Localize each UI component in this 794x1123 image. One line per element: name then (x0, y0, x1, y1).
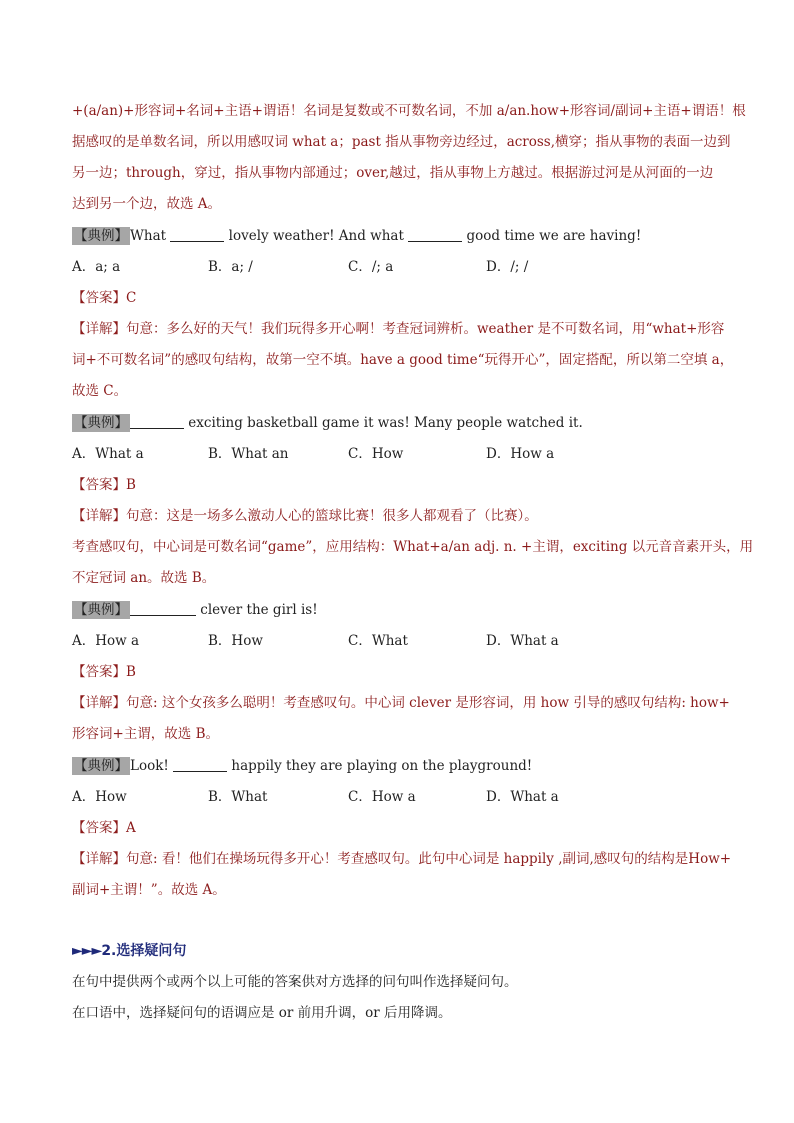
q4-option-b: B．What (208, 789, 268, 805)
intro-line-3: 另一边；through，穿过，指从事物内部通过；over,越过，指从事物上方越过。根据游过河是从河面的一边 (72, 165, 714, 181)
section-paragraph-2: 在口语中，选择疑问句的语调应是 or 前用升调，or 后用降调。 (72, 1005, 452, 1021)
q3-option-c: C．What (348, 633, 408, 649)
q1-detail-3: 故选 C。 (72, 383, 128, 399)
q4-answer-value: A (126, 820, 136, 836)
q2-answer (72, 475, 136, 495)
q3-answer (72, 662, 136, 682)
detail-label: 【详解】 (72, 695, 126, 711)
section-paragraph-1: 在句中提供两个或两个以上可能的答案供对方选择的问句叫作选择疑问句。 (72, 974, 518, 990)
triangle-arrow-icon: ►►► (72, 943, 102, 959)
intro-line-1: +(a/an)+形容词+名词+主语+谓语！名词是复数或不可数名词，不加 a/an.how+形容词/副词+主语+谓语！根 (72, 103, 746, 119)
q2-option-b: B．What an (208, 446, 289, 462)
q2-option-d: D．How a (486, 446, 555, 462)
q3-detail-2: 形容词+主谓，故选 B。 (72, 726, 220, 742)
q3-answer-value: B (126, 664, 136, 680)
q1-option-a: A．a; a (72, 259, 121, 275)
q4-option-d: D．What a (486, 789, 559, 805)
question-2-stem (72, 413, 583, 433)
q3-option-d: D．What a (486, 633, 559, 649)
q3-option-b: B．How (208, 633, 263, 649)
q1-answer (72, 288, 136, 308)
q4-detail-1 (72, 849, 731, 869)
q2-option-c: C．How (348, 446, 404, 462)
answer-blank (170, 227, 224, 242)
example-tag: 【典例】 (74, 758, 128, 774)
example-tag: 【典例】 (74, 415, 128, 431)
q4-stem-a: Look! (130, 758, 169, 774)
q4-option-a: A．How (72, 789, 127, 805)
q1-answer-value: C (126, 290, 137, 306)
answer-label: 【答案】 (72, 664, 126, 680)
section-heading (72, 941, 186, 961)
q4-detail-2: 副词+主谓！”。故选 A。 (72, 882, 226, 898)
question-4-stem (72, 756, 532, 776)
q4-stem-b: happily they are playing on the playground! (231, 758, 533, 774)
q1-detail-text: 句意：多么好的天气！我们玩得多开心啊！考查冠词辨析。weather 是不可数名词，用“what+形容 (126, 321, 725, 337)
q1-stem-c: good time we are having! (466, 228, 642, 244)
q4-answer (72, 818, 136, 838)
q2-option-a: A．What a (72, 446, 144, 462)
answer-blank (173, 757, 227, 772)
q1-option-b: B．a; / (208, 259, 253, 275)
example-tag: 【典例】 (74, 602, 128, 618)
q2-detail-1 (72, 506, 538, 526)
q2-answer-value: B (126, 477, 136, 493)
section-title: 2.选择疑问句 (101, 943, 187, 959)
q2-detail-text: 句意：这是一场多么激动人心的篮球比赛！很多人都观看了（比赛）。 (126, 508, 538, 524)
question-1-stem (72, 226, 641, 246)
answer-label: 【答案】 (72, 290, 126, 306)
q1-stem-b: lovely weather! And what (228, 228, 404, 244)
q2-stem: exciting basketball game it was! Many people watched it. (188, 415, 583, 431)
q2-detail-3: 不定冠词 an。故选 B。 (72, 570, 216, 586)
q4-option-c: C．How a (348, 789, 416, 805)
question-3-stem (72, 600, 318, 620)
answer-blank (408, 227, 462, 242)
answer-blank (130, 414, 184, 429)
intro-line-4: 达到另一个边，故选 A。 (72, 196, 222, 212)
q1-detail-2: 词+不可数名词”的感叹句结构，故第一空不填。have a good time“玩得开心”，固定搭配，所以第二空填 a， (72, 352, 734, 368)
q1-option-d: D．/; / (486, 259, 529, 275)
q1-detail-1 (72, 319, 724, 339)
q3-option-a: A．How a (72, 633, 140, 649)
q1-stem-a: What (130, 228, 167, 244)
answer-label: 【答案】 (72, 477, 126, 493)
detail-label: 【详解】 (72, 508, 126, 524)
q1-option-c: C．/; a (348, 259, 394, 275)
q4-detail-text: 句意: 看！他们在操场玩得多开心！考查感叹句。此句中心词是 happily ,副词,感叹句的结构是How+ (126, 851, 732, 867)
q3-stem: clever the girl is! (200, 602, 318, 618)
answer-label: 【答案】 (72, 820, 126, 836)
detail-label: 【详解】 (72, 321, 126, 337)
q3-detail-1 (72, 693, 730, 713)
q2-detail-2: 考查感叹句，中心词是可数名词“game”，应用结构：What+a/an adj. n. +主谓，exciting 以元音音素开头，用 (72, 539, 754, 555)
q3-detail-text: 句意: 这个女孩多么聪明！考查感叹句。中心词 clever 是形容词，用 how 引导的感叹句结构: how+ (126, 695, 730, 711)
example-tag: 【典例】 (74, 228, 128, 244)
detail-label: 【详解】 (72, 851, 126, 867)
answer-blank (130, 601, 196, 616)
intro-line-2: 据感叹的是单数名词，所以用感叹词 what a；past 指从事物旁边经过，across,横穿；指从事物的表面一边到 (72, 134, 731, 150)
